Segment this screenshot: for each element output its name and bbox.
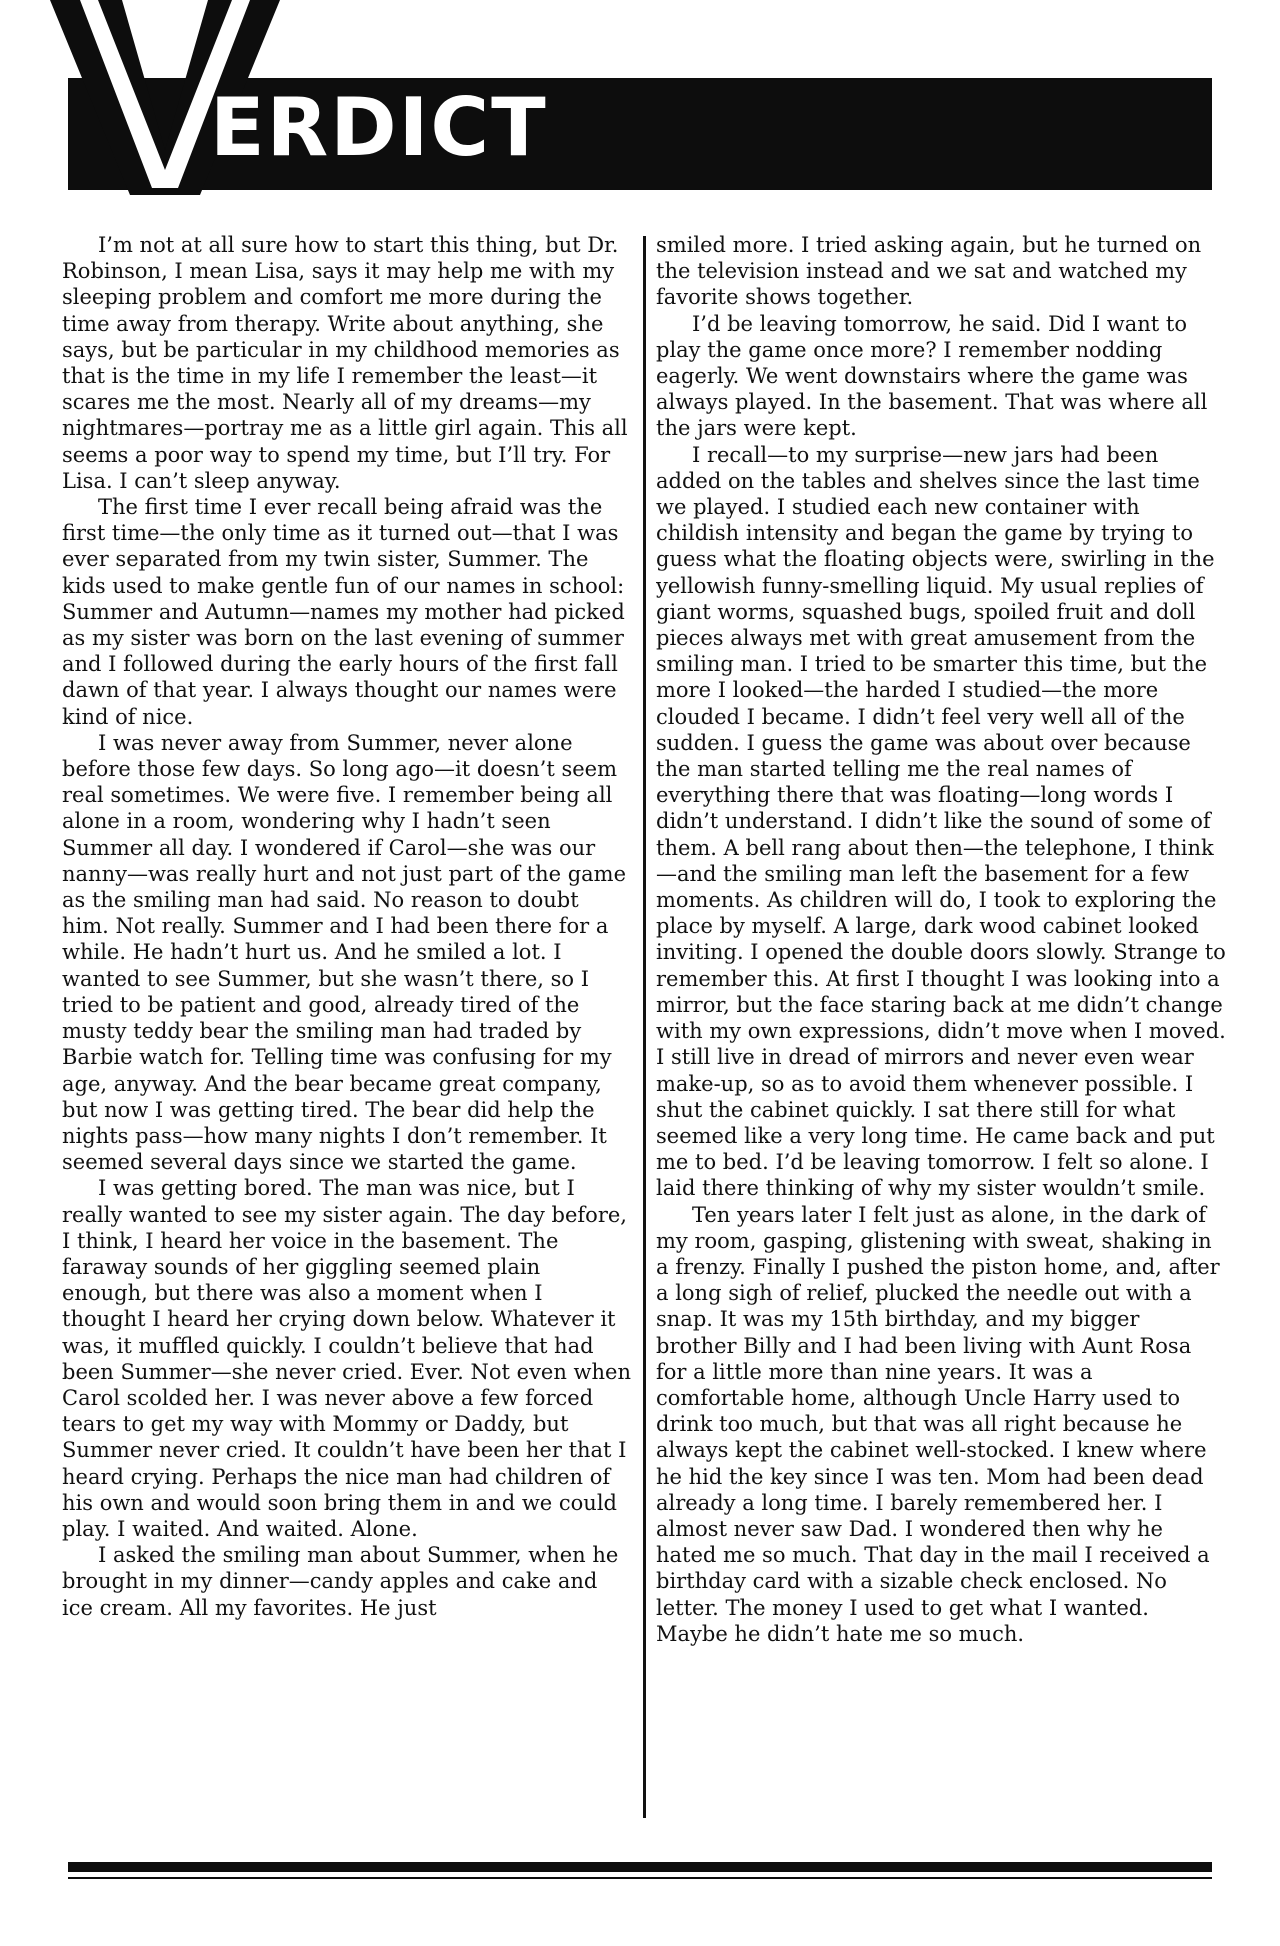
masthead xyxy=(0,0,1280,200)
paragraph: I was never away from Summer, never alone before those few days. So long ago—it doesn’t seem real sometimes. We were five. I remember being all alone in a room, wondering why I hadn’t seen Summer all day. I wondered if Carol—she was our nanny—was really hurt and not just part of the game as the smiling man had said. No reason to doubt him. Not really. Summer and I had been there for a while. He hadn’t hurt us. And he smiled a lot. I wanted to see Summer, but she wasn’t there, so I tried to be patient and good, already tired of the musty teddy bear the smiling man had traded by Barbie watch for. Telling time was confusing for my age, anyway. And the bear became great company, but now I was getting tired. The bear did help the nights pass—how many nights I don’t remember. It seemed several days since we started the game. xyxy=(62,730,627,1175)
paragraph: I recall—to my surprise—new jars had been added on the tables and shelves since the last time we played. I studied each new container with childish intensity and began the game by trying to guess what the floating objects were, swirling in the yellowish funny-smelling liquid. My usual replies of giant worms, squashed bugs, spoiled fruit and doll pieces always met with great amusement from the smiling man. I tried to be smarter this time, but the more I looked—the harded I studied—the more clouded I became. I didn’t feel very well all of the sudden. I guess the game was about over because the man started telling me the real names of everything there that was floating—long words I didn’t understand. I didn’t like the sound of some of them. A bell rang about then—the telephone, I think—and the smiling man left the basement for a few moments. As children will do, I took to exploring the place by myself. A large, dark wood cabinet looked inviting. I opened the double doors slowly. Strange to remember this. At first I thought I was looking into a mirror, but the face staring back at me didn’t change with my own expressions, didn’t move when I moved. I still live in dread of mirrors and never even wear make-up, so as to avoid them whenever possible. I shut the cabinet quickly. I sat there still for what seemed like a very long time. He came back and put me to bed. I’d be leaving tomorrow. I felt so alone. I laid there thinking of why my sister wouldn’t smile. xyxy=(656,442,1226,1201)
paragraph: I was getting bored. The man was nice, but I really wanted to see my sister again. The day before, I think, I heard her voice in the basement. The faraway sounds of her giggling seemed plain enough, but there was also a moment when I thought I heard her crying down below. Whatever it was, it muffled quickly. I couldn’t believe that had been Summer—she never cried. Ever. Not even when Carol scolded her. I was never above a few forced tears to get my way with Mommy or Daddy, but Summer never cried. It couldn’t have been her that I heard crying. Perhaps the nice man had children of his own and would soon bring them in and we could play. I waited. And waited. Alone. xyxy=(62,1176,632,1541)
footer-rule-thin xyxy=(68,1877,1212,1879)
paragraph: The first time I ever recall being afraid was the first time—the only time as it turned out—that I was ever separated from my twin sister, Summer. The kids used to make gentle fun of our names in school: Summer and Autumn—names my mother had picked as my sister was born on the last evening of summer and I followed during the early hours of the first fall dawn of that year. I always thought our names were kind of nice. xyxy=(62,495,625,729)
column-divider xyxy=(643,236,646,1818)
paragraph: Ten years later I felt just as alone, in the dark of my room, gasping, glistening with sweat, shaking in a frenzy. Finally I pushed the piston home, and, after a long sigh of relief, plucked the needle out with a snap. It was my 15th birthday, and my bigger brother Billy and I had been living with Aunt Rosa for a little more than nine years. It was a comfortable home, although Uncle Harry used to drink too much, but that was all right because he always kept the cabinet well-stocked. I knew where he hid the key since I was ten. Mom had been dead already a long time. I barely remembered her. I almost never saw Dad. I wondered then why he hated me so much. That day in the mail I received a birthday card with a sizable check enclosed. No letter. The money I used to get what I wanted. Maybe he didn’t hate me so much. xyxy=(656,1202,1220,1646)
paragraph: I’m not at all sure how to start this thing, but Dr. Robinson, I mean Lisa, says it may help me with my sleeping problem and comfort me more during the time away from therapy. Write about anything, she says, but be particular in my childhood memories as that is the time in my life I remember the least—it scares me the most. Nearly all of my dreams—my nightmares—portray me as a little girl again. This all seems a poor way to spend my time, but I’ll try. For Lisa. I can’t sleep anyway. xyxy=(62,233,628,493)
article-right-column xyxy=(656,232,1226,1820)
masthead-title: ERDICT xyxy=(210,81,548,174)
masthead-v-initial xyxy=(0,0,1280,200)
paragraph: I asked the smiling man about Summer, when he brought in my dinner—candy apples and cake and ice cream. All my favorites. He just xyxy=(62,1543,619,1620)
article-left-column xyxy=(62,232,632,1820)
paragraph: I’d be leaving tomorrow, he said. Did I want to play the game once more? I remember nodding eagerly. We went downstairs where the game was always played. In the basement. That was where all the jars were kept. xyxy=(656,311,1208,441)
footer-rule xyxy=(68,1862,1212,1872)
paragraph-continuation: smiled more. I tried asking again, but he turned on the television instead and we sat and watched my favorite shows together. xyxy=(656,233,1202,310)
